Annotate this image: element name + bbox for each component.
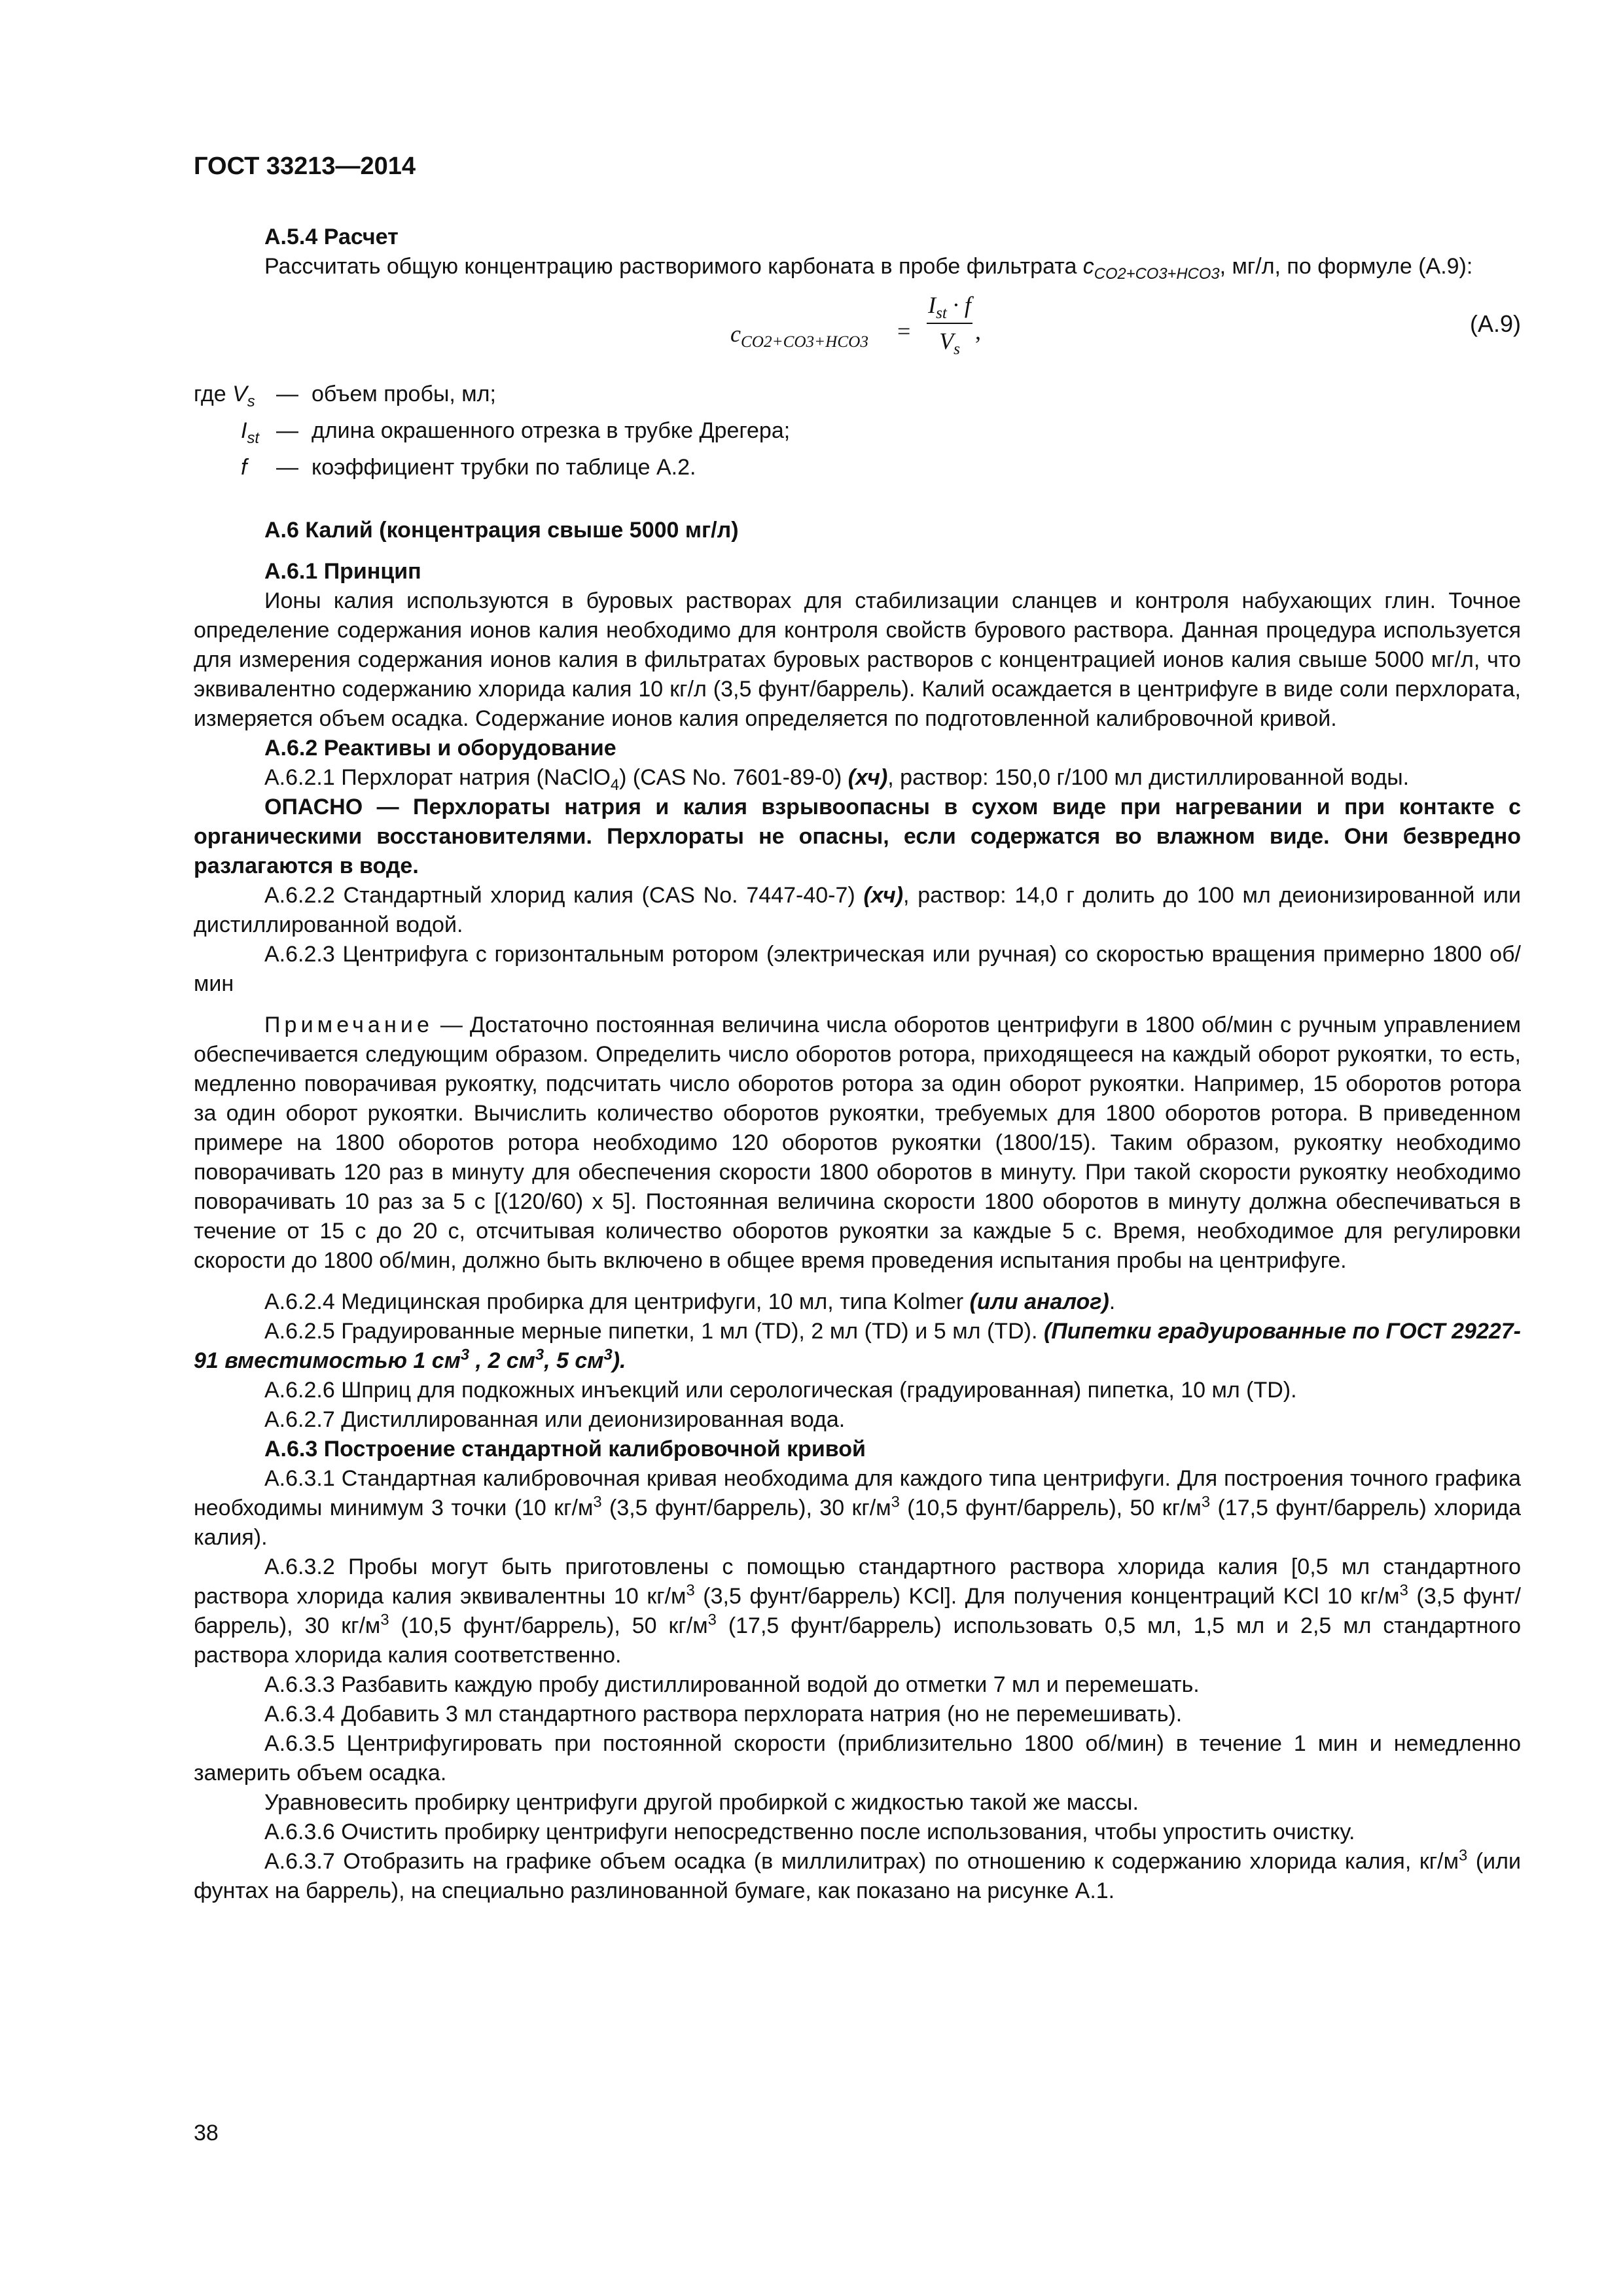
document-header: ГОСТ 33213—2014 (194, 152, 416, 180)
formula-fraction (927, 291, 972, 359)
paragraph-a635: А.6.3.5 Центрифугировать при постоянной скорости (приблизительно 1800 об/мин) в течение 1 мин и немедленно замерить объем осадка. (194, 1731, 1521, 1785)
page-number: 38 (194, 2121, 219, 2145)
symbol-c: с (1082, 254, 1094, 279)
paragraph-a637: А.6.3.7 Отобразить на графике объем осадка (в миллилитрах) по отношению к содержанию хлорида калия, $кг/м^3$ (или фунтах на баррель), на специально разлинованной бумаге, как показано на рисунке А.1. (194, 1846, 1521, 1903)
danger-warning: ОПАСНО — Перхлораты натрия и калия взрывоопасны в сухом виде при нагревании и при контакте с органическими восстановителями. Перхлораты не опасны, если содержатся во влажном виде. Они безвредно разлагаются в воде. (194, 795, 1521, 878)
paragraph-a626: А.6.2.6 Шприц для подкожных инъекций или серологическая (градуированная) пипетка, 10 мл (TD). (264, 1378, 1297, 1403)
formula-numerator: $I_{st} \cdot f$ (927, 291, 972, 324)
document-body (194, 223, 1521, 1906)
section-title-a62: А.6.2 Реактивы и оборудование (264, 736, 616, 761)
paragraph-a633: А.6.3.3 Разбавить каждую пробу дистиллированной водой до отметки 7 мл и перемешать. (264, 1672, 1200, 1697)
formula-legend: где $V_s$ — объем пробы, мл; $I_{st}$ — длина окрашенного отрезка в трубке Дрегера; f — коэффициент трубки по таблице А.2. (194, 382, 791, 480)
paragraph-a61: Ионы калия используются в буровых растворах для стабилизации сланцев и контроля набухающих глин. Точное определение содержания ионов калия необходимо для контроля свойств бурового раствора. Данная процедура используется для измерения содержания ионов калия в фильтратах буровых растворов с концентрацией ионов калия свыше 5000 мг/л, что эквивалентно содержанию хлорида калия 10 кг/л (3,5 фунт/баррель). Калий осаждается в центрифуге в виде соли перхлората, измеряется объем осадка. Содержание ионов калия определяется по подготовленной калибровочной кривой. (194, 588, 1521, 731)
paragraph-a621: А.6.2.1 Перхлорат натрия (NaClO$_4$) (CAS No. 7601-89-0) (хч), раствор: 150,0 г/100 мл дистиллированной воды. (264, 765, 1410, 794)
note-label: Примечание (264, 1013, 433, 1037)
section-title-a61: А.6.1 Принцип (264, 559, 421, 584)
paragraph-a625: А.6.2.5 Градуированные мерные пипетки, 1 мл (TD), 2 мл (TD) и 5 мл (TD). (Пипетки градуированные по ГОСТ 29227-91 вместимостью 1 $см^3$ , 2 $см^3$, 5 $см^3$). (194, 1319, 1522, 1373)
paragraph-a634: А.6.3.4 Добавить 3 мл стандартного раствора перхлората натрия (но не перемешивать). (264, 1702, 1183, 1727)
note-paragraph: Примечание — Достаточно постоянная величина числа оборотов центрифуги в 1800 об/мин с ручным управлением обеспечивается следующим образом. Определить число оборотов ротора, приходящееся на каждый оборот рукоятки, то есть, медленно поворачивая рукоятку, подсчитать число оборотов ротора за один оборот рукоятки. Например, 15 оборотов ротора за один оборот рукоятки. Вычислить количество оборотов рукоятки, требуемых для 1800 оборотов ротора. В приведенном примере на 1800 оборотов ротора необходимо 120 оборотов рукоятки (1800/15). Таким образом, рукоятку необходимо поворачивать 120 раз в минуту для обеспечения скорости 1800 оборотов в минуту. При такой скорости рукоятку необходимо поворачивать 10 раз за 5 с [(120/60) х 5]. Постоянная величина скорости 1800 оборотов в минуту должна обеспечиваться в течение от 15 с до 20 с, отсчитывая количество оборотов рукоятки за каждые 5 с. Время, необходимое для регулировки скорости до 1800 об/мин, должно быть включено в общее время проведения испытания пробы на центрифуге. (194, 1013, 1521, 1273)
paragraph-a635-extra: Уравновесить пробирку центрифуги другой пробиркой с жидкостью такой же массы. (264, 1790, 1139, 1815)
formula-a9: $c_{CO2+CO3+HCO3}$ = $I_{st} \cdot f$ $V_s$ , (А.9) (730, 292, 1521, 359)
formula-equals: = (897, 318, 911, 344)
formula-number: (А.9) (1469, 310, 1521, 337)
section-title-a54: А.5.4 Расчет (264, 224, 399, 249)
paragraph-a632: А.6.3.2 Пробы могут быть приготовлены с помощью стандартного раствора хлорида калия [0,5 мл стандартного раствора хлорида калия эквивалентны 10 $кг/м^3$ (3,5 фунт/баррель) KCl]. Для получения концентраций KCl 10 $кг/м^3$ (3,5 фунт/баррель), 30 $кг/м^3$ (10,5 фунт/баррель), 50 $кг/м^3$ (17,5 фунт/баррель) использовать 0,5 мл, 1,5 мл и 2,5 мл стандартного раствора хлорида калия соответственно. (194, 1554, 1521, 1668)
paragraph-a623: А.6.2.3 Центрифуга с горизонтальным ротором (электрическая или ручная) со скоростью вращения примерно 1800 об/мин (194, 942, 1521, 996)
section-title-a63: А.6.3 Построение стандартной калибровочной кривой (264, 1437, 866, 1462)
paragraph-a627: А.6.2.7 Дистиллированная или деионизированная вода. (264, 1407, 846, 1432)
formula-lhs: $c_{CO2+CO3+HCO3}$ (730, 321, 868, 351)
formula-denominator: $V_s$ (939, 328, 960, 359)
section-title-a6: А.6 Калий (концентрация свыше 5000 мг/л) (264, 518, 739, 543)
paragraph-a622: А.6.2.2 Стандартный хлорид калия (CAS No. 7447-40-7) (хч), раствор: 14,0 г долить до 100 мл деионизированной или дистиллированной водой. (194, 883, 1521, 937)
paragraph-a636: А.6.3.6 Очистить пробирку центрифуги непосредственно после использования, чтобы упростить очистку. (264, 1820, 1355, 1844)
paragraph-a631: А.6.3.1 Стандартная калибровочная кривая необходима для каждого типа центрифуги. Для построения точного графика необходимы минимум 3 точки (10 $кг/м^3$ (3,5 фунт/баррель), 30 $кг/м^3$ (10,5 фунт/баррель), 50 $кг/м^3$ (17,5 фунт/баррель) хлорида калия). (194, 1466, 1522, 1550)
paragraph-a624: А.6.2.4 Медицинская пробирка для центрифуги, 10 мл, типа Kolmer (или аналог). (264, 1289, 1116, 1314)
paragraph-a54: Рассчитать общую концентрацию растворимого карбоната в пробе фильтрата $с_{CO2+CO3+HCO3}$, мг/л, по формуле (А.9): (264, 254, 1473, 283)
